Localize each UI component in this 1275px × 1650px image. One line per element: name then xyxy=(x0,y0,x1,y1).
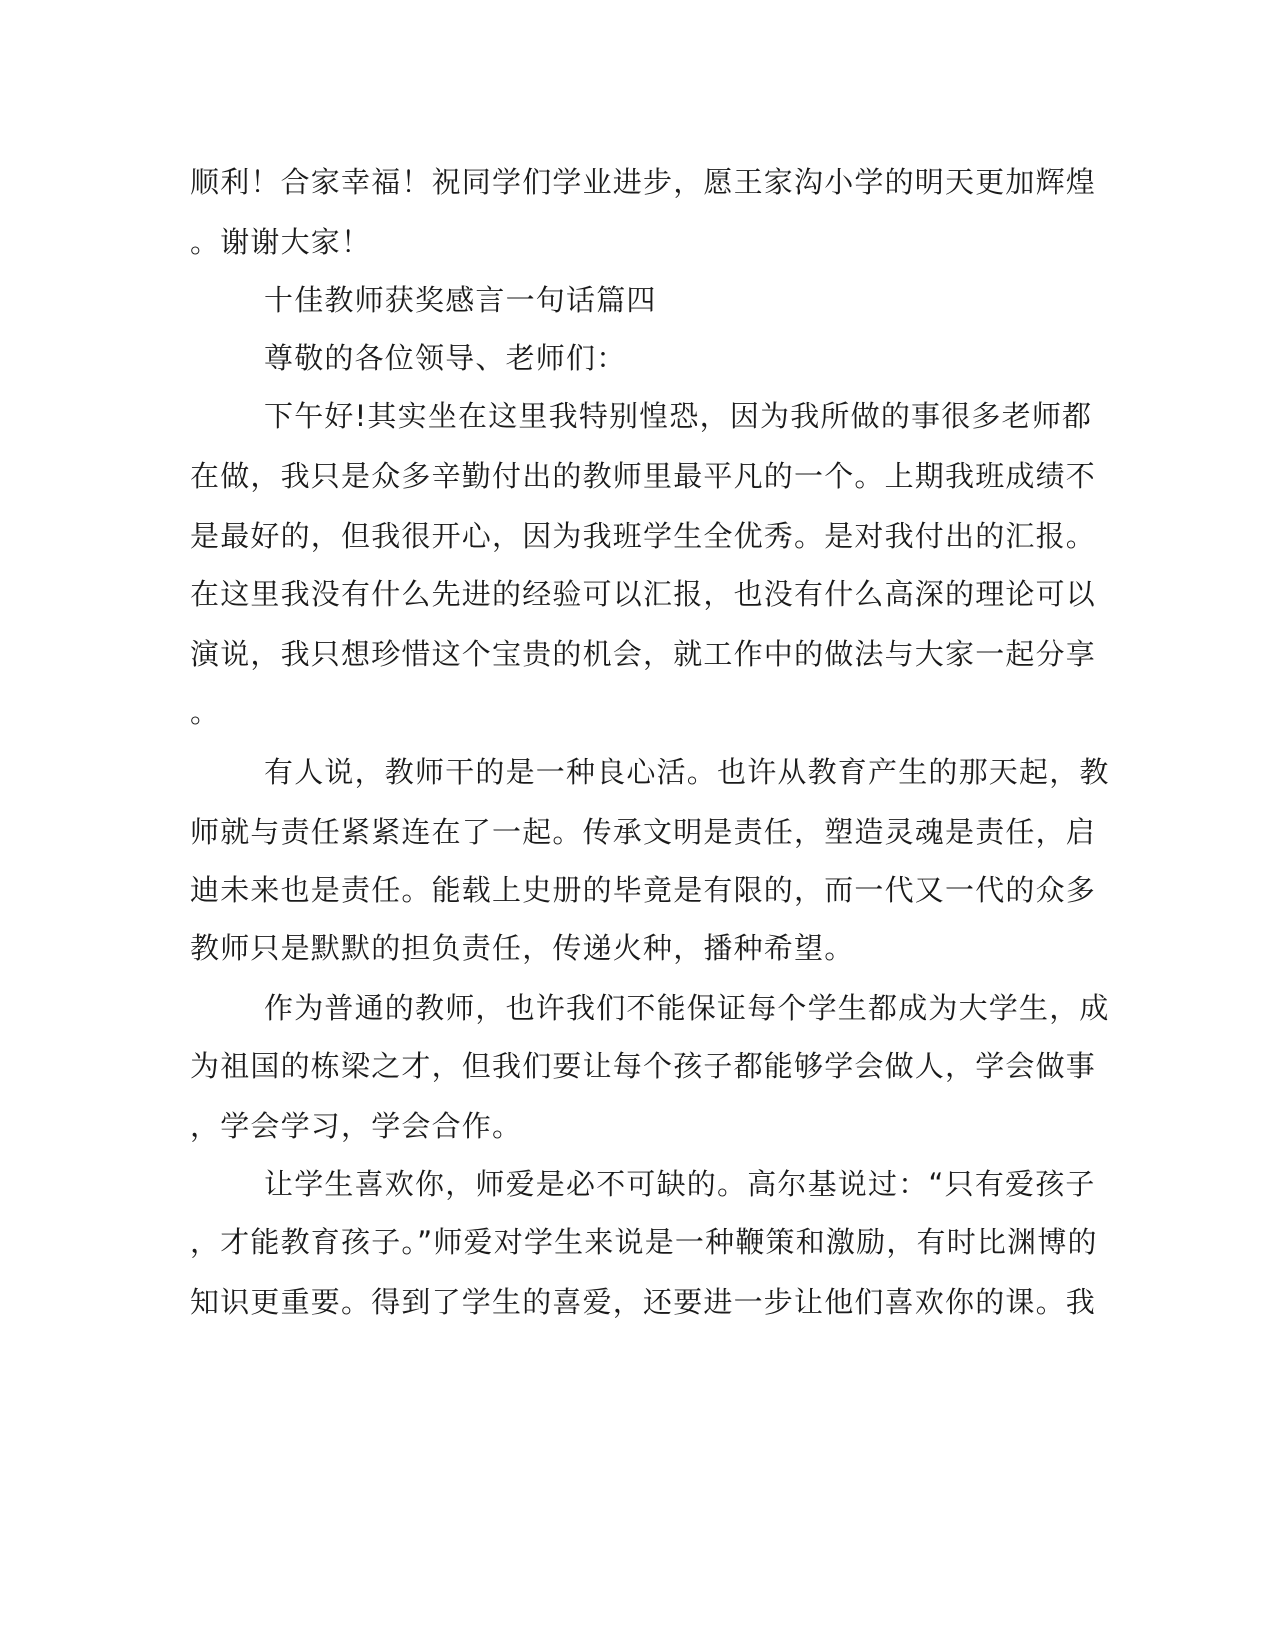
text-line: 在这里我没有什么先进的经验可以汇报，也没有什么高深的理论可以 xyxy=(190,577,1097,611)
text-line: 下午好!其实坐在这里我特别惶恐，因为我所做的事很多老师都 xyxy=(264,399,1093,433)
text-line: 演说，我只想珍惜这个宝贵的机会，就工作中的做法与大家一起分享 xyxy=(190,637,1097,671)
text-line: 教师只是默默的担负责任，传递火种，播种希望。 xyxy=(190,931,855,965)
section-heading: 十佳教师获奖感言一句话篇四 xyxy=(264,283,657,317)
text-line: 。谢谢大家！ xyxy=(190,225,372,259)
text-line: 师就与责任紧紧连在了一起。传承文明是责任，塑造灵魂是责任，启 xyxy=(190,815,1097,849)
text-line: 顺利！合家幸福！祝同学们学业进步，愿王家沟小学的明天更加辉煌 xyxy=(190,165,1097,199)
text-line: 有人说，教师干的是一种良心活。也许从教育产生的那天起，教 xyxy=(264,755,1110,789)
text-line: 是最好的，但我很开心，因为我班学生全优秀。是对我付出的汇报。 xyxy=(190,519,1097,553)
text-line: 。 xyxy=(190,695,221,729)
text-line: ，学会学习，学会合作。 xyxy=(190,1109,523,1143)
text-line: 让学生喜欢你，师爱是必不可缺的。高尔基说过：“只有爱孩子 xyxy=(264,1167,1096,1201)
text-line: 知识更重要。得到了学生的喜爱，还要进一步让他们喜欢你的课。我 xyxy=(190,1285,1097,1319)
text-line: 为祖国的栋梁之才，但我们要让每个孩子都能够学会做人，学会做事 xyxy=(190,1049,1097,1083)
text-line: 迪未来也是责任。能载上史册的毕竟是有限的，而一代又一代的众多 xyxy=(190,873,1097,907)
text-line: 在做，我只是众多辛勤付出的教师里最平凡的一个。上期我班成绩不 xyxy=(190,459,1097,493)
text-line: 作为普通的教师，也许我们不能保证每个学生都成为大学生，成 xyxy=(264,991,1110,1025)
salutation: 尊敬的各位领导、老师们： xyxy=(264,341,627,375)
text-line: ，才能教育孩子。”师爱对学生来说是一种鞭策和激励，有时比渊博的 xyxy=(190,1225,1098,1259)
